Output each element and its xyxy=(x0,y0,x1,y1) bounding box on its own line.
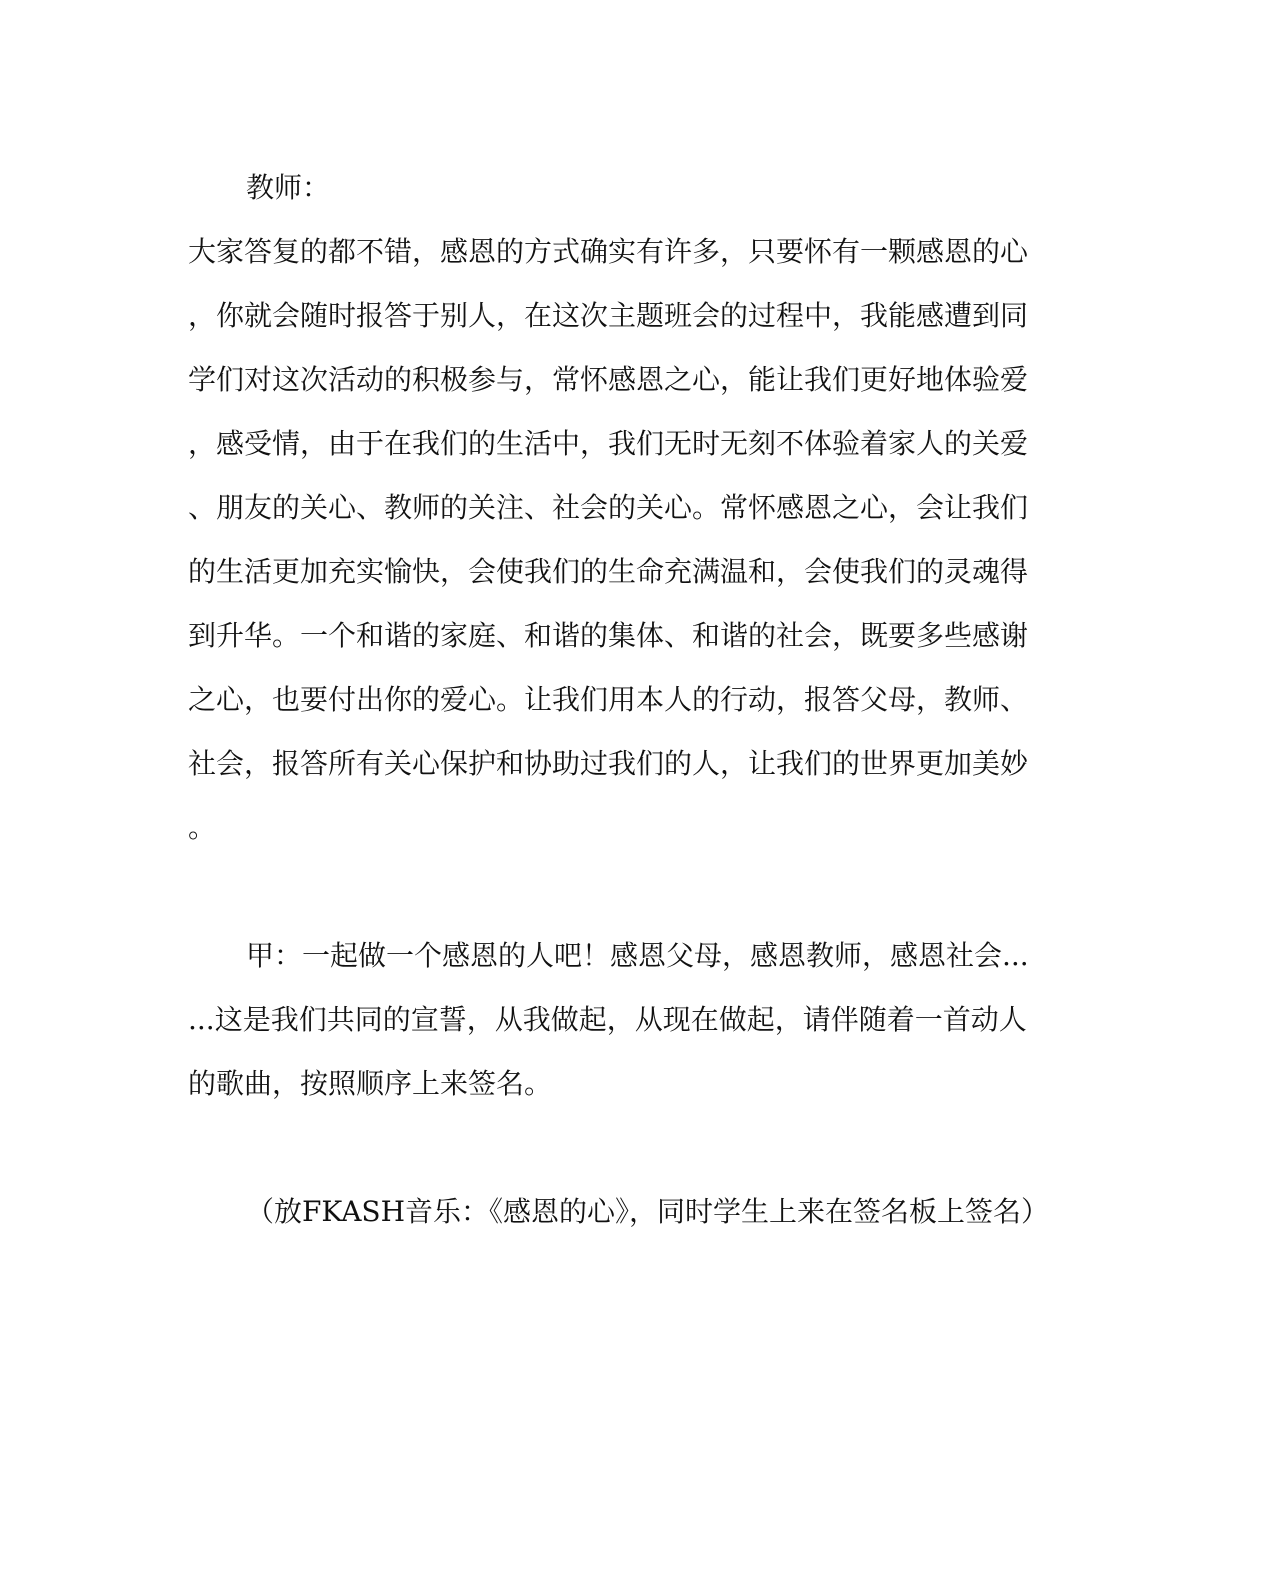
speaker-label-teacher: 教师： xyxy=(246,171,331,204)
paragraph-line: ，你就会随时报答于别人，在这次主题班会的过程中，我能感遭到同 xyxy=(188,299,1029,332)
paragraph-line: 的生活更加充实愉快，会使我们的生命充满温和，会使我们的灵魂得 xyxy=(188,555,1029,588)
paragraph-line: 学们对这次活动的积极参与，常怀感恩之心，能让我们更好地体验爱 xyxy=(188,363,1029,396)
paragraph-line: 甲：一起做一个感恩的人吧！感恩父母，感恩教师，感恩社会... xyxy=(246,939,1029,972)
paragraph-line: 的歌曲，按照顺序上来签名。 xyxy=(188,1067,553,1100)
paragraph-line: 。 xyxy=(188,811,217,844)
stage-direction: （放FKASH音乐：《感恩的心》，同时学生上来在签名板上签名） xyxy=(246,1195,1050,1228)
paragraph-line: 、朋友的关心、教师的关注、社会的关心。常怀感恩之心，会让我们 xyxy=(188,491,1029,524)
paragraph-line: ，感受情，由于在我们的生活中，我们无时无刻不体验着家人的关爱 xyxy=(188,427,1029,460)
paragraph-line: 之心，也要付出你的爱心。让我们用本人的行动，报答父母，教师、 xyxy=(188,683,1029,716)
paragraph-line: ...这是我们共同的宣誓，从我做起，从现在做起，请伴随着一首动人 xyxy=(188,1003,1027,1036)
paragraph-line: 社会，报答所有关心保护和协助过我们的人，让我们的世界更加美妙 xyxy=(188,747,1029,780)
paragraph-line: 到升华。一个和谐的家庭、和谐的集体、和谐的社会，既要多些感谢 xyxy=(188,619,1029,652)
paragraph-line: 大家答复的都不错，感恩的方式确实有许多，只要怀有一颗感恩的心 xyxy=(188,235,1029,268)
